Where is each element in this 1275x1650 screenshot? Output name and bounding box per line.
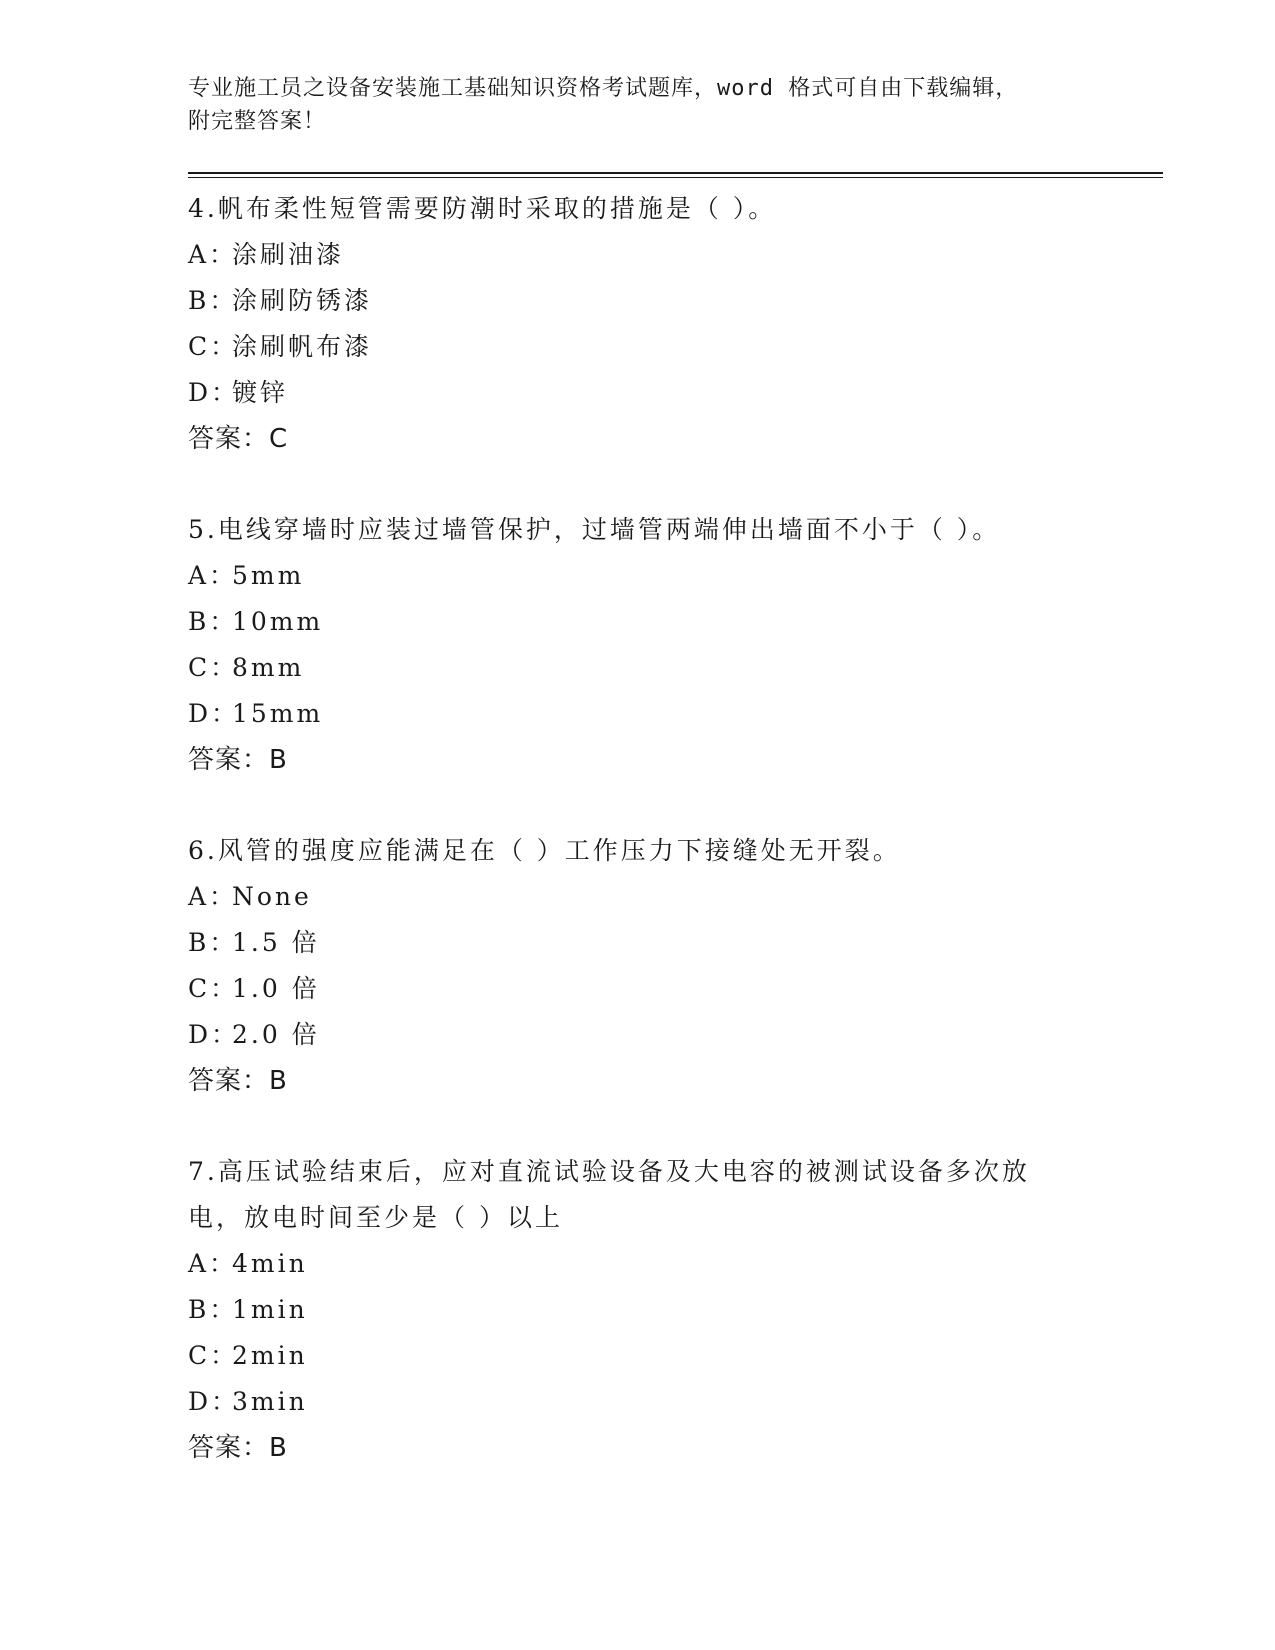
option-label: C： [188,653,239,682]
option-text: 2.0 倍 [232,1020,320,1049]
option-text: None [232,882,312,911]
option-label: D： [188,1020,240,1049]
option-text: 10mm [232,607,324,636]
question-block [188,1149,1163,1471]
header-line-1: 专业施工员之设备安装施工基础知识资格考试题库，word 格式可自由下载编辑， [188,76,1019,101]
option-text: 4min [232,1249,308,1278]
option-text: 镀锌 [232,378,289,407]
option-c [188,1333,1163,1379]
option-c [188,966,1163,1012]
option-text: 涂刷帆布漆 [232,332,373,361]
document-page [188,72,1163,1471]
option-d [188,691,1163,737]
answer-line: 答案：B [188,1066,288,1096]
header-divider-thin [188,177,1163,178]
question-block [188,186,1163,462]
answer-line: 答案：B [188,1433,288,1463]
question-block [188,828,1163,1104]
option-c [188,324,1163,370]
option-text: 8mm [232,653,305,682]
question-stem: 4.帆布柔性短管需要防潮时采取的措施是（ ）。 [188,194,777,223]
option-label: B： [188,928,238,957]
option-text: 5mm [232,561,305,590]
spacer [188,783,1163,828]
option-a [188,1241,1163,1287]
option-label: A： [188,1249,238,1278]
question-stem: 7.高压试验结束后，应对直流试验设备及大电容的被测试设备多次放电，放电时间至少是（ ）以上 [188,1157,1030,1232]
option-label: B： [188,1295,238,1324]
option-a [188,874,1163,920]
option-label: C： [188,974,239,1003]
option-a [188,553,1163,599]
question-stem: 5.电线穿墙时应装过墙管保护，过墙管两端伸出墙面不小于（ ）。 [188,515,1001,544]
document-header [188,72,1088,138]
option-label: C： [188,332,239,361]
option-text: 2min [232,1341,308,1370]
option-label: D： [188,378,240,407]
option-b [188,278,1163,324]
option-text: 涂刷防锈漆 [232,286,373,315]
option-label: B： [188,607,238,636]
option-b [188,920,1163,966]
option-label: A： [188,240,238,269]
option-label: B： [188,286,238,315]
question-block [188,507,1163,783]
option-c [188,645,1163,691]
option-d [188,370,1163,416]
option-text: 涂刷油漆 [232,240,345,269]
option-b [188,1287,1163,1333]
header-divider [188,172,1163,174]
option-text: 3min [232,1387,308,1416]
option-text: 1min [232,1295,308,1324]
option-text: 15mm [232,699,324,728]
option-a [188,232,1163,278]
option-label: D： [188,1387,240,1416]
option-b [188,599,1163,645]
option-label: C： [188,1341,239,1370]
answer-line: 答案：C [188,424,289,454]
header-line-2: 附完整答案！ [188,109,327,134]
question-stem: 6.风管的强度应能满足在（ ）工作压力下接缝处无开裂。 [188,836,901,865]
option-text: 1.0 倍 [232,974,320,1003]
option-text: 1.5 倍 [232,928,320,957]
spacer [188,1104,1163,1149]
option-d [188,1012,1163,1058]
answer-line: 答案：B [188,745,288,775]
spacer [188,462,1163,507]
option-label: A： [188,882,238,911]
option-label: A： [188,561,238,590]
option-label: D： [188,699,240,728]
option-d [188,1379,1163,1425]
